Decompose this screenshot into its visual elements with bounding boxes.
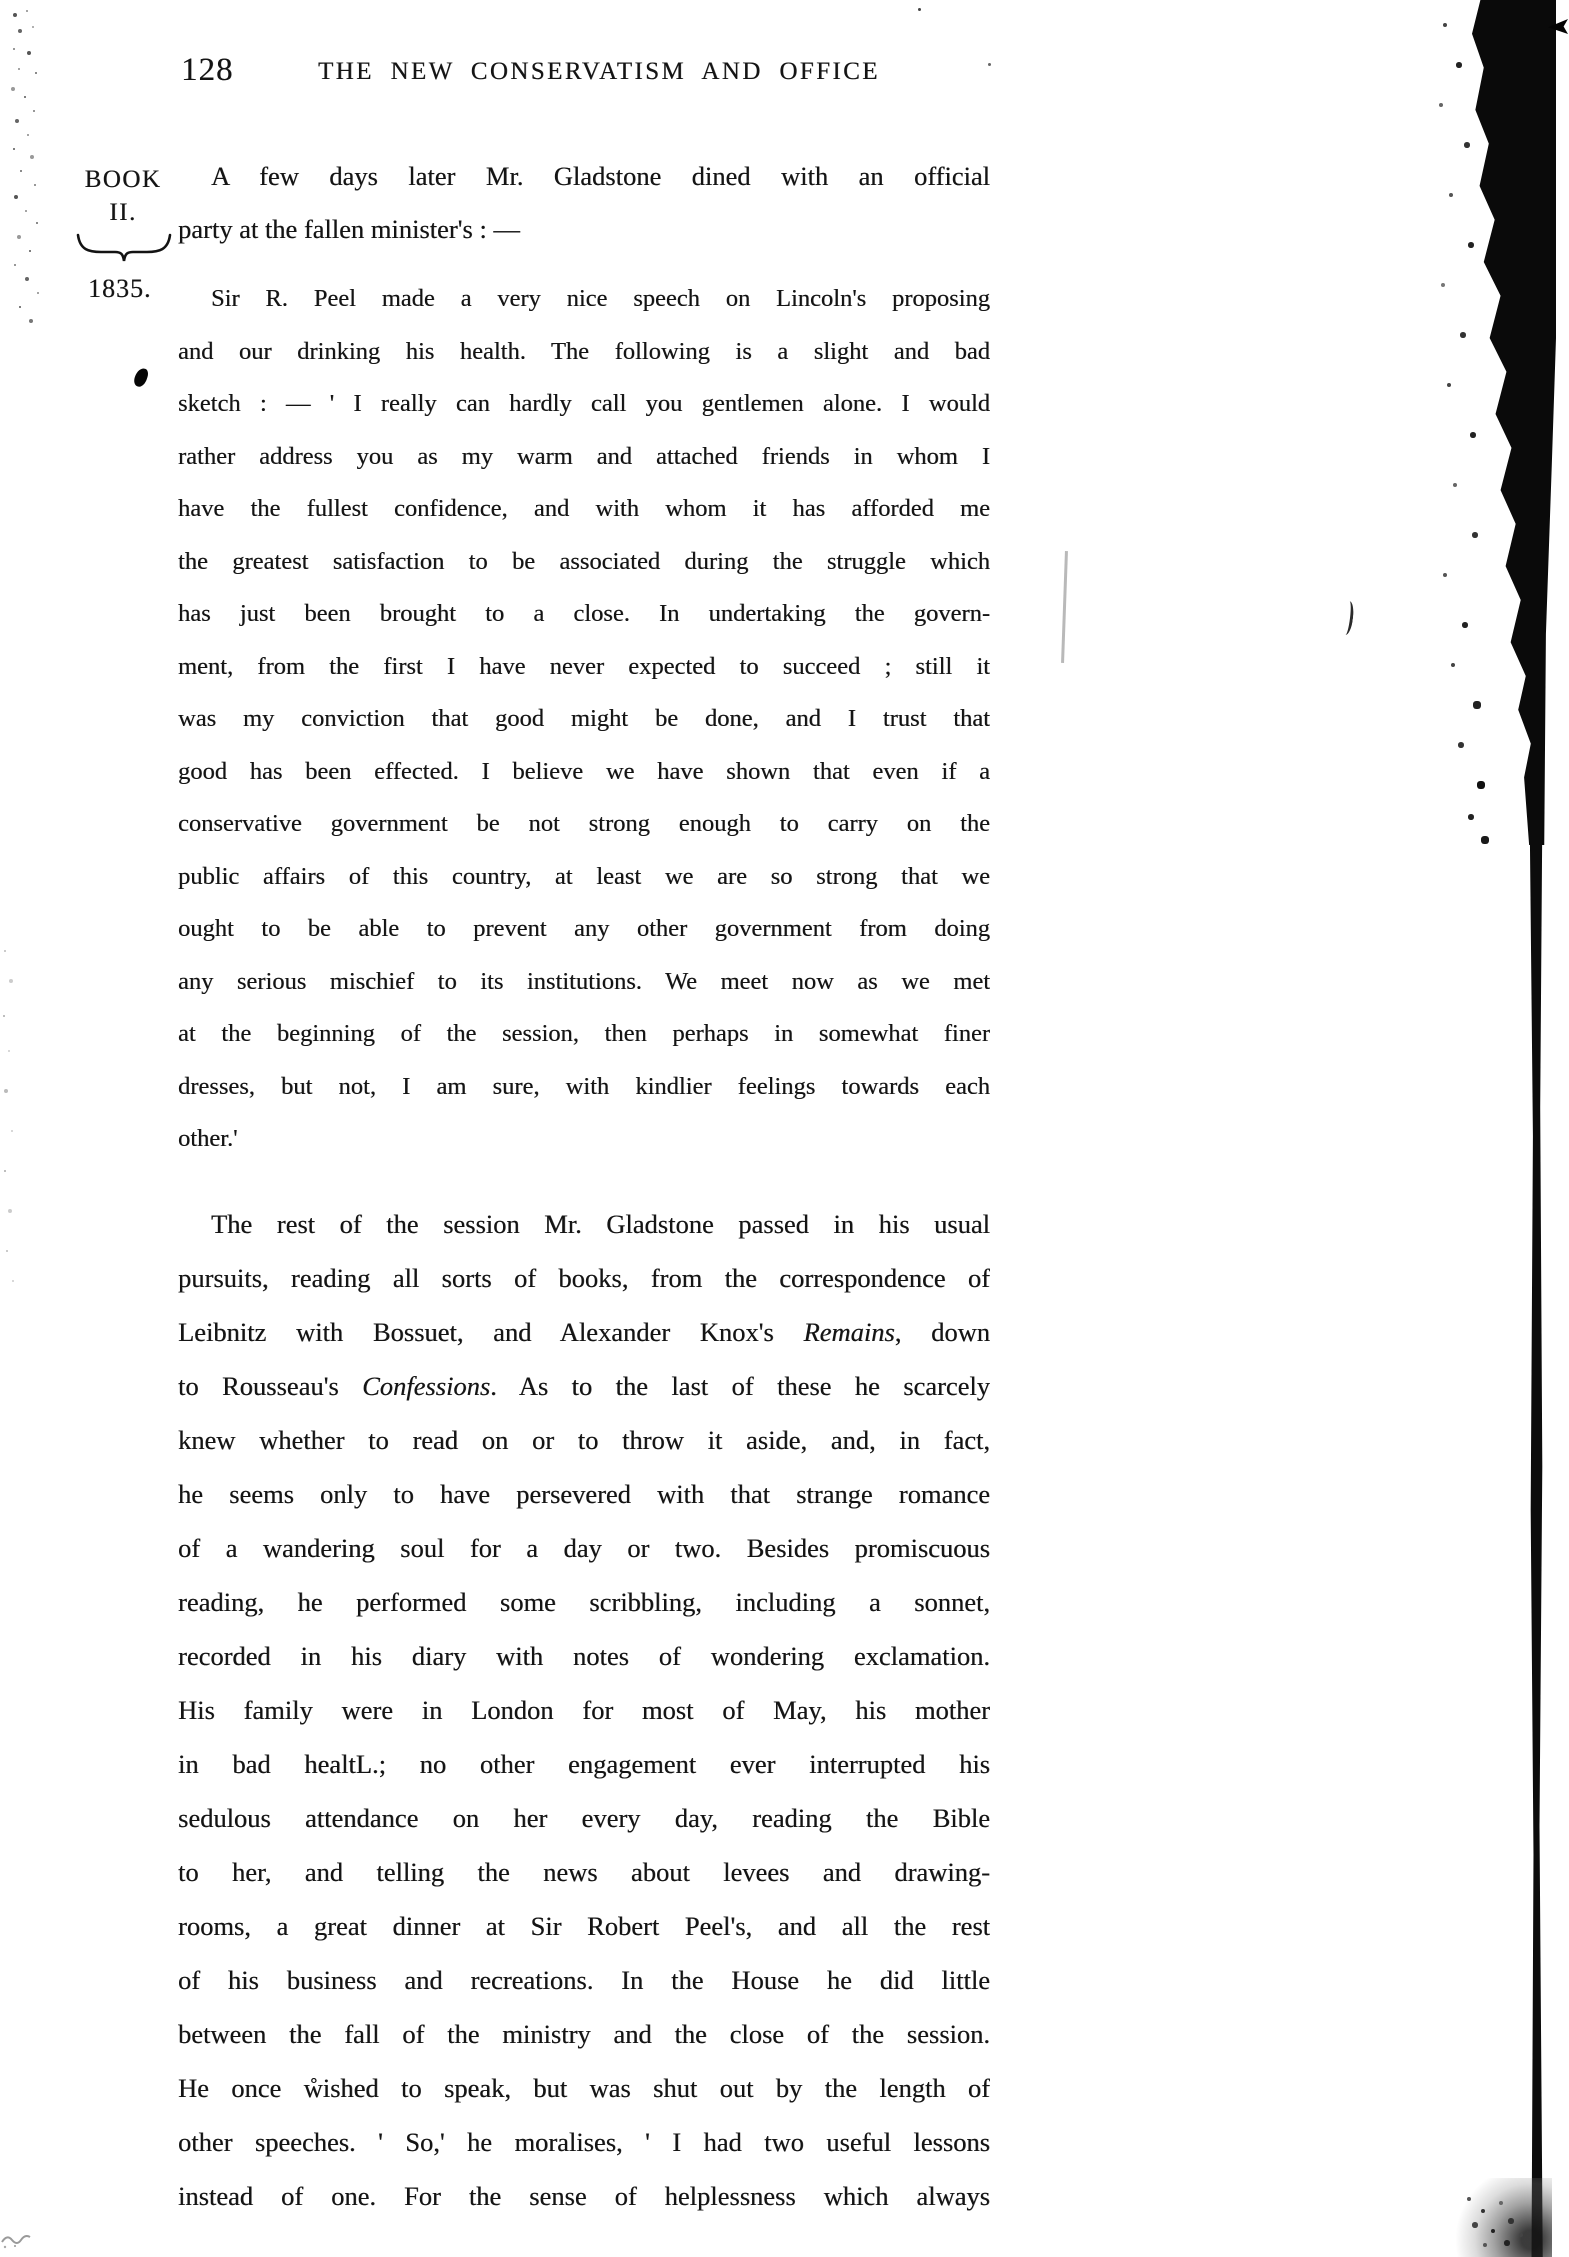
- text-line: at the beginning of the session, then perhaps in somewhat finer: [178, 1020, 990, 1047]
- text-line: and our drinking his health. The following is a slight and bad: [178, 337, 990, 365]
- running-head: THE NEW CONSERVATISM AND OFFICE: [318, 58, 880, 85]
- book-numeral: II.: [109, 199, 137, 226]
- text-line: [178, 1305, 990, 1359]
- text-segment: . As to the last of these he scarcely: [490, 1371, 990, 1401]
- text-line: conservative government be not strong enough to carry on the: [178, 810, 990, 837]
- text-segment: , down: [894, 1317, 990, 1347]
- text-line: rather address you as my warm and attached friends in whom I: [178, 442, 990, 470]
- year-label: 1835.: [88, 274, 152, 303]
- scan-edge-speckle-fringe: [1436, 4, 1438, 6]
- text-line: the greatest satisfaction to be associated during the struggle which: [178, 547, 990, 575]
- italic-book-title: Remains: [803, 1317, 895, 1347]
- text-line: to her, and telling the news about levees and drawing-: [178, 1857, 990, 1887]
- ink-blot: [132, 367, 149, 389]
- page-number: 128: [181, 52, 234, 88]
- text-line: have the fullest confidence, and with whom it has afforded me: [178, 495, 990, 522]
- text-line: A few days later Mr. Gladstone dined with an official: [211, 161, 990, 191]
- underbrace-ornament-icon: [74, 231, 174, 267]
- text-line: He once ẘished to speak, but was shut out by the length of: [178, 2073, 990, 2103]
- text-line: party at the fallen minister's : —: [178, 214, 520, 244]
- text-line: other.': [178, 1125, 238, 1152]
- text-line: ment, from the first I have never expected to succeed ; still it: [178, 652, 990, 680]
- text-line: good has been effected. I believe we have shown that even if a: [178, 757, 990, 785]
- scan-edge-black-line: [1529, 820, 1543, 2257]
- book-label: BOOK: [84, 166, 162, 193]
- paper-speck: [918, 8, 921, 11]
- text-line: has just been brought to a close. In undertaking the govern-: [178, 600, 990, 627]
- text-segment: Leibnitz with Bossuet, and Alexander Knox's: [178, 1317, 804, 1347]
- text-line: he seems only to have persevered with that strange romance: [178, 1479, 990, 1509]
- left-margin-speckles: [10, 8, 12, 10]
- text-line: any serious mischief to its institutions. We meet now as we met: [178, 967, 990, 995]
- text-line: His family were in London for most of May, his mother: [178, 1695, 990, 1725]
- text-line: pursuits, reading all sorts of books, from the correspondence of: [178, 1263, 990, 1293]
- text-line: sedulous attendance on her every day, reading the Bible: [178, 1803, 990, 1833]
- paper-speck: [988, 63, 991, 66]
- text-segment: to Rousseau's: [178, 1371, 363, 1401]
- bottom-left-squiggle: [1, 2226, 35, 2254]
- margin-book-note: [82, 163, 164, 229]
- text-line: rooms, a great dinner at Sir Robert Peel's, and all the rest: [178, 1911, 990, 1941]
- text-line: [178, 1359, 990, 1413]
- italic-book-title: Confessions: [362, 1371, 491, 1401]
- text-line: ought to be able to prevent any other government from doing: [178, 915, 990, 942]
- text-line: of a wandering soul for a day or two. Besides promiscuous: [178, 1533, 990, 1563]
- text-line: knew whether to read on or to throw it aside, and, in fact,: [178, 1425, 990, 1455]
- main-paragraph: [178, 1197, 990, 2223]
- text-line: other speeches. ' So,' he moralises, ' I had two useful lessons: [178, 2127, 990, 2157]
- scan-edge-black-band: [1472, 0, 1556, 845]
- left-margin-speckles-faint: [2, 940, 4, 942]
- text-line: public affairs of this country, at least we are so strong that we: [178, 862, 990, 890]
- text-line: recorded in his diary with notes of wondering exclamation.: [178, 1641, 990, 1671]
- text-line: sketch : — ' I really can hardly call you gentlemen alone. I would: [178, 390, 990, 417]
- right-margin-mark: [1340, 600, 1355, 635]
- bottom-right-smudge: [1456, 2178, 1552, 2257]
- text-line: was my conviction that good might be done, and I trust that: [178, 705, 990, 732]
- bottom-right-speckles: [1462, 2190, 1464, 2192]
- block-quote-peel-speech: [178, 273, 990, 1166]
- text-line: instead of one. For the sense of helplessness which always: [178, 2181, 990, 2211]
- text-line: between the fall of the ministry and the close of the session.: [178, 2019, 990, 2049]
- text-line: of his business and recreations. In the House he did little: [178, 1965, 990, 1995]
- text-line: dresses, but not, I am sure, with kindlier feelings towards each: [178, 1072, 990, 1100]
- faint-vertical-streak: [1061, 551, 1067, 663]
- intro-paragraph: [178, 150, 990, 256]
- text-line: Sir R. Peel made a very nice speech on Lincoln's proposing: [211, 285, 990, 312]
- text-line: The rest of the session Mr. Gladstone passed in his usual: [211, 1209, 990, 1239]
- text-line: in bad healtL.; no other engagement ever interrupted his: [178, 1749, 990, 1779]
- text-line: reading, he performed some scribbling, including a sonnet,: [178, 1587, 990, 1617]
